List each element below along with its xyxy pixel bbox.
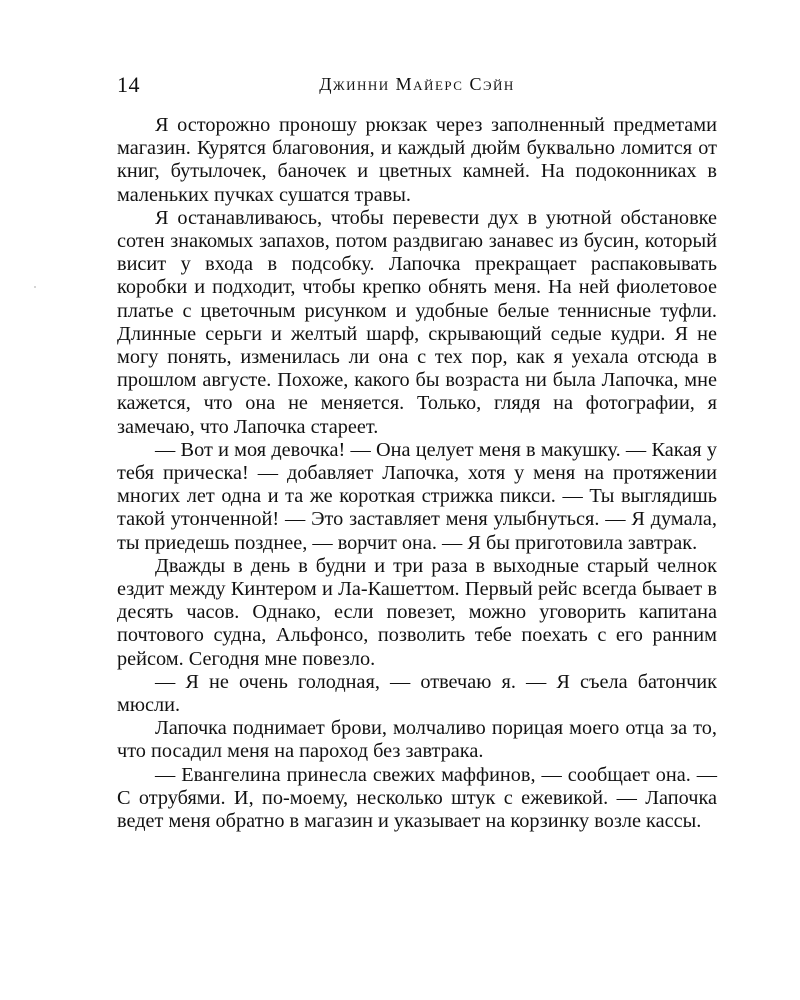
paragraph: Я осторожно проношу рюкзак через заполненный предметами магазин. Курятся благовония, и каждый дюйм буквально ломится от книг, бутылочек, баночек и цветных камней. На подоконниках в маленьких пучках сушатся травы. [117, 114, 717, 206]
paragraph: Лапочка поднимает брови, молчаливо порицая моего отца за то, что посадил меня на пароход без завтрака. [117, 717, 717, 763]
paragraph: Дважды в день в будни и три раза в выходные старый челнок ездит между Кинтером и Ла-Кашеттом. Первый рейс всегда бывает в десять часов. Однако, если повезет, можно уговорить капитана почтового судна, Альфонсо, позволить тебе поехать с его ранним рейсом. Сегодня мне повезло. [117, 554, 717, 670]
page-number: 14 [117, 72, 140, 97]
margin-speck [34, 286, 36, 288]
paragraph: Я останавливаюсь, чтобы перевести дух в уютной обстановке сотен знакомых запахов, потом раздвигаю занавес из бусин, который висит у входа в подсобку. Лапочка прекращает распаковывать коробки и подходит, чтобы крепко обнять меня. На ней фиолетовое платье с цветочным рисунком и удобные белые теннисные туфли. Длинные серьги и желтый шарф, скрывающий седые кудри. Я не могу понять, изменилась ли она с тех пор, как я уехала отсюда в прошлом августе. Похоже, какого бы возраста ни была Лапочка, мне кажется, что она не меняется. Только, глядя на фотографии, я замечаю, что Лапочка стареет. [117, 206, 717, 438]
paragraph: — Евангелина принесла свежих маффинов, — сообщает она. — С отрубями. И, по-моему, несколько штук с ежевикой. — Лапочка ведет меня обратно в магазин и указывает на корзинку возле кассы. [117, 763, 717, 833]
body-text [117, 114, 717, 833]
paragraph: — Я не очень голодная, — отвечаю я. — Я съела батончик мюсли. [117, 670, 717, 717]
running-title: Джинни Майерс Сэйн [319, 74, 515, 94]
page-header [117, 72, 717, 102]
paragraph: — Вот и моя девочка! — Она целует меня в макушку. — Какая у тебя прическа! — добавляет Лапочка, хотя у меня на протяжении многих лет одна и та же короткая стрижка пикси. — Ты выглядишь такой утонченной! — Это заставляет меня улыбнуться. — Я думала, ты приедешь позднее, — ворчит она. — Я бы приготовила завтрак. [117, 438, 717, 554]
